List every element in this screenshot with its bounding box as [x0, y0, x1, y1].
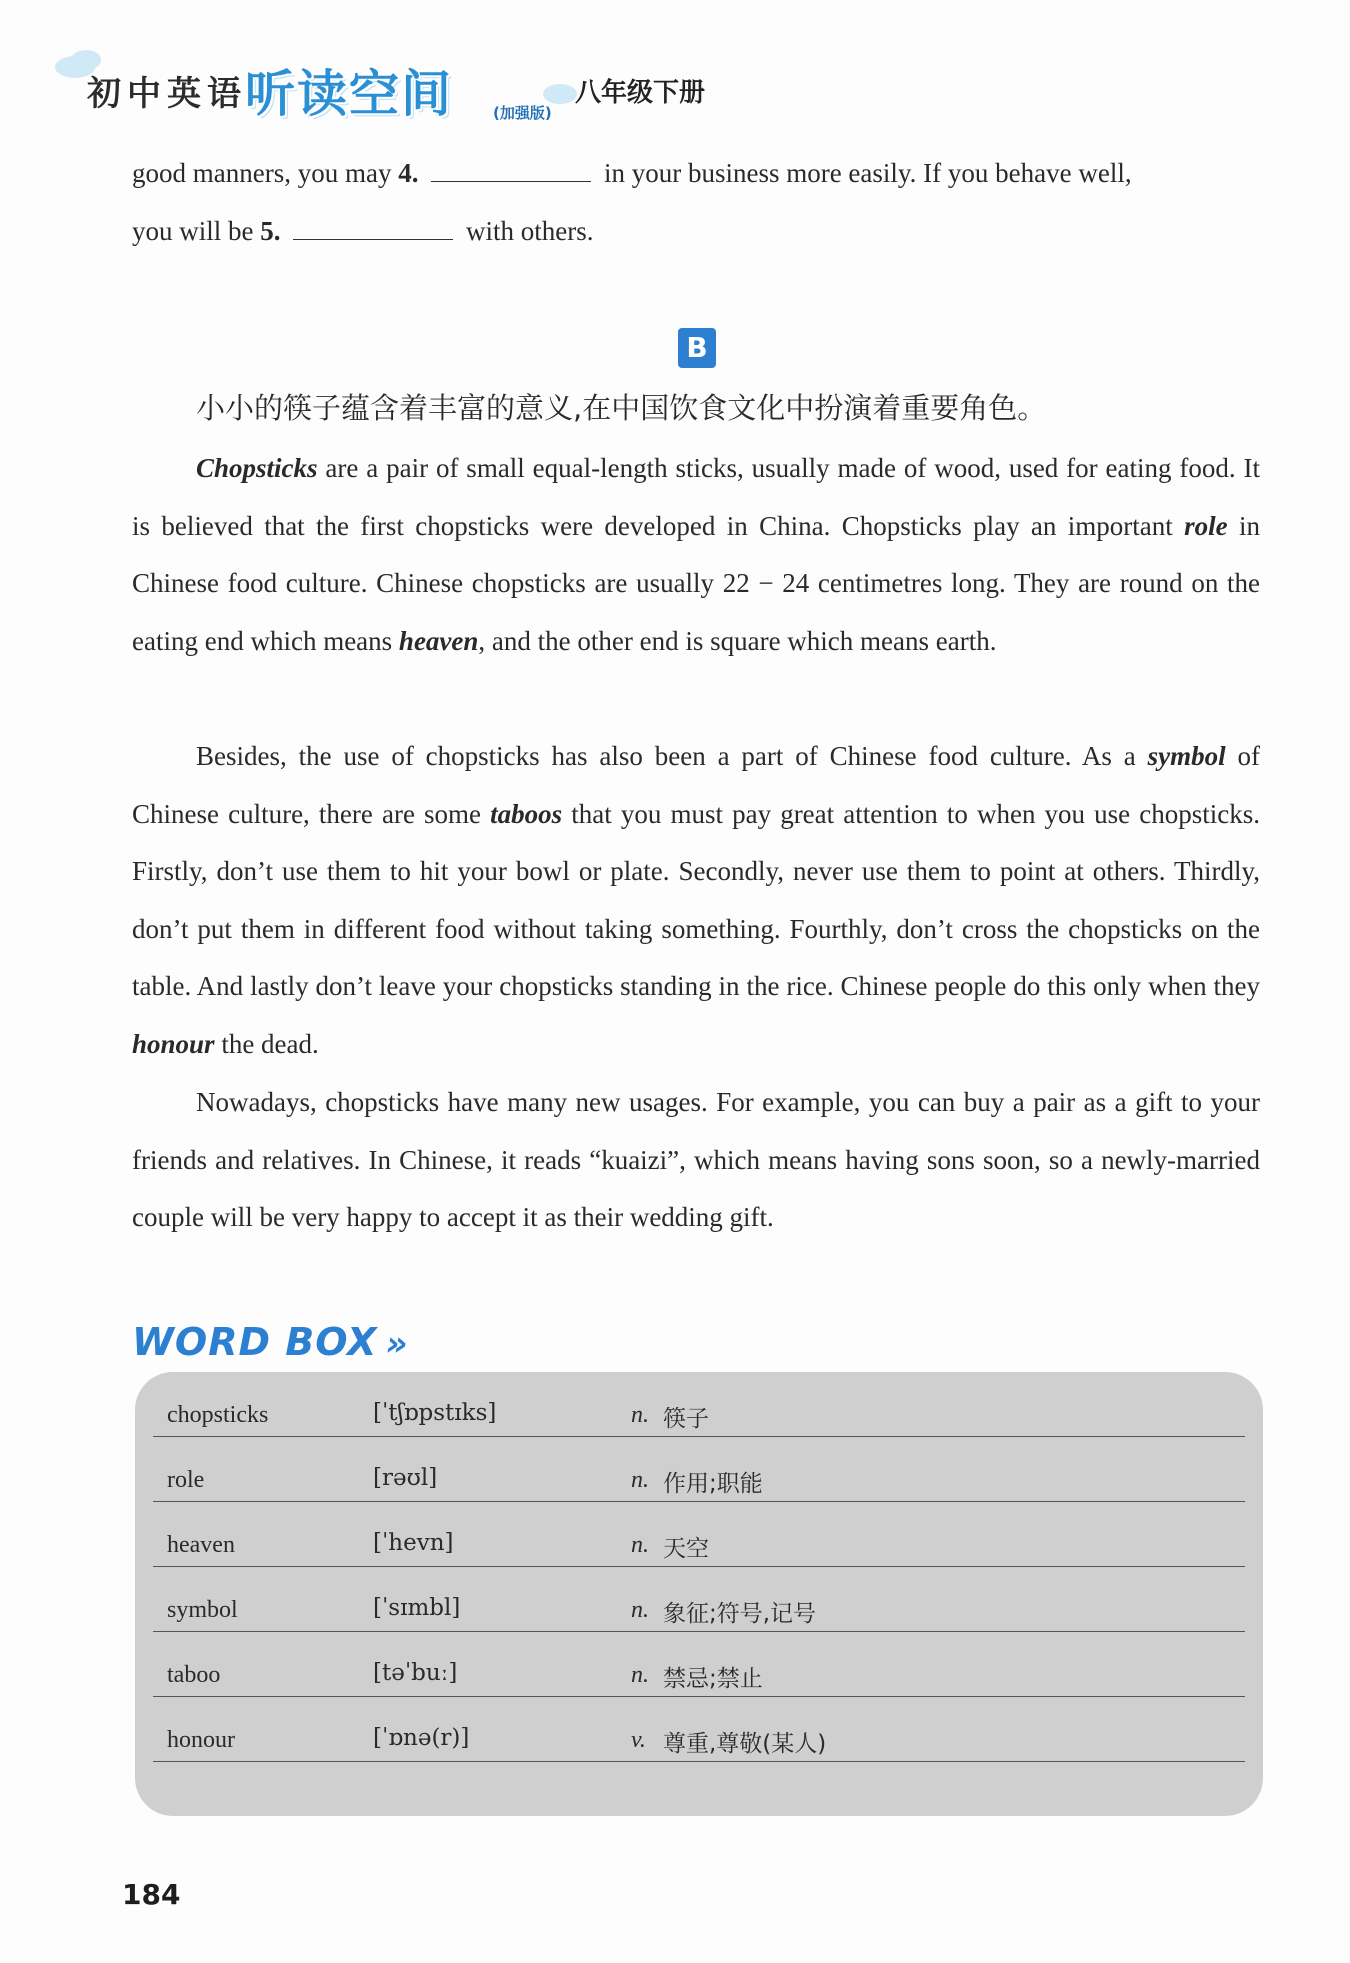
section-intro: 小小的筷子蕴含着丰富的意义,在中国饮食文化中扮演着重要角色。 [196, 391, 1047, 425]
part-of-speech: n. [631, 1402, 649, 1428]
question-number: 4. [398, 158, 419, 188]
word: heaven [167, 1532, 235, 1558]
meaning: 筷子 [663, 1406, 709, 1432]
page-header [55, 48, 755, 128]
word-row [153, 1632, 1245, 1697]
part-of-speech: n. [631, 1532, 649, 1558]
phonetic: [ˈtʃɒpstɪks] [373, 1400, 497, 1426]
paragraph-3: Nowadays, chopsticks have many new usages. For example, you can buy a pair as a gift to your friends and relatives. In Chinese, it reads “kuaizi”, which means having sons soon, so a newly-married couple will be very happy to accept it as their wedding gift. [132, 1087, 1260, 1232]
part-of-speech: n. [631, 1467, 649, 1493]
word: chopsticks [167, 1402, 269, 1428]
section-badge: B [678, 328, 716, 368]
phonetic: [ˈɒnə(r)] [373, 1725, 470, 1751]
meaning: 尊重,尊敬(某人) [663, 1731, 827, 1757]
keyword: honour [132, 1028, 215, 1059]
question-number: 5. [260, 215, 281, 246]
word: symbol [167, 1597, 238, 1623]
part-of-speech: n. [631, 1597, 649, 1623]
meaning: 天空 [663, 1536, 709, 1562]
meaning: 禁忌;禁止 [663, 1666, 763, 1692]
series-title: 初中英语 [87, 74, 247, 114]
phonetic: [təˈbuː] [373, 1660, 458, 1686]
word: honour [167, 1727, 235, 1753]
word-row [153, 1372, 1245, 1437]
double-chevron-icon: » [385, 1324, 409, 1364]
edition-label: (加强版) [493, 104, 552, 122]
keyword: taboos [490, 798, 563, 829]
word-row [153, 1697, 1245, 1762]
brand-logo: 听读空间 [245, 65, 453, 123]
phonetic: [ˈhevn] [373, 1530, 454, 1556]
keyword: heaven [398, 625, 479, 656]
grade-label: 八年级下册 [575, 78, 706, 108]
word: taboo [167, 1662, 221, 1688]
word: role [167, 1467, 205, 1493]
phonetic: [ˈsɪmbl] [373, 1595, 461, 1621]
word-row [153, 1437, 1245, 1502]
word-row [153, 1567, 1245, 1632]
keyword: Chopsticks [196, 453, 318, 483]
phonetic: [rəʊl] [373, 1465, 438, 1491]
keyword: symbol [1147, 741, 1226, 771]
answer-blank-4[interactable] [431, 155, 591, 182]
cloud-icon [543, 84, 577, 104]
answer-blank-5[interactable] [293, 213, 453, 240]
word-box [135, 1372, 1263, 1816]
meaning: 象征;符号,记号 [663, 1601, 817, 1627]
word-row [153, 1502, 1245, 1567]
paragraph-2: Besides, the use of chopsticks has also been a part of Chinese food culture. As a symbol of Chinese culture, there are some taboos that you must pay great attention to when you use chopsticks. Firstly, don’t use them to hit your bowl or plate. Secondly, never use them to point at others. Thirdly, don’t put them in different food without taking something. Fourthly, don’t cross the chopsticks on the table. And lastly don’t leave your chopsticks standing in the rice. Chinese people do this only when they honour the dead. [132, 741, 1260, 1059]
part-of-speech: n. [631, 1662, 649, 1688]
part-of-speech: v. [631, 1727, 646, 1753]
paragraph-1: Chopsticks are a pair of small equal-length sticks, usually made of wood, used for eating food. It is believed that the first chopsticks were developed in China. Chopsticks play an important role in Chinese food culture. Chinese chopsticks are usually 22 − 24 centimetres long. They are round on the eating end which means heaven, and the other end is square which means earth. [132, 453, 1260, 656]
page-number: 184 [122, 1878, 181, 1911]
meaning: 作用;职能 [663, 1471, 763, 1497]
keyword: role [1184, 510, 1228, 541]
word-box-title: WORD BOX » [132, 1320, 409, 1364]
passage-continuation: good manners, you may 4. in your business more easily. If you behave well, you will be 5. with others. [132, 145, 1260, 260]
